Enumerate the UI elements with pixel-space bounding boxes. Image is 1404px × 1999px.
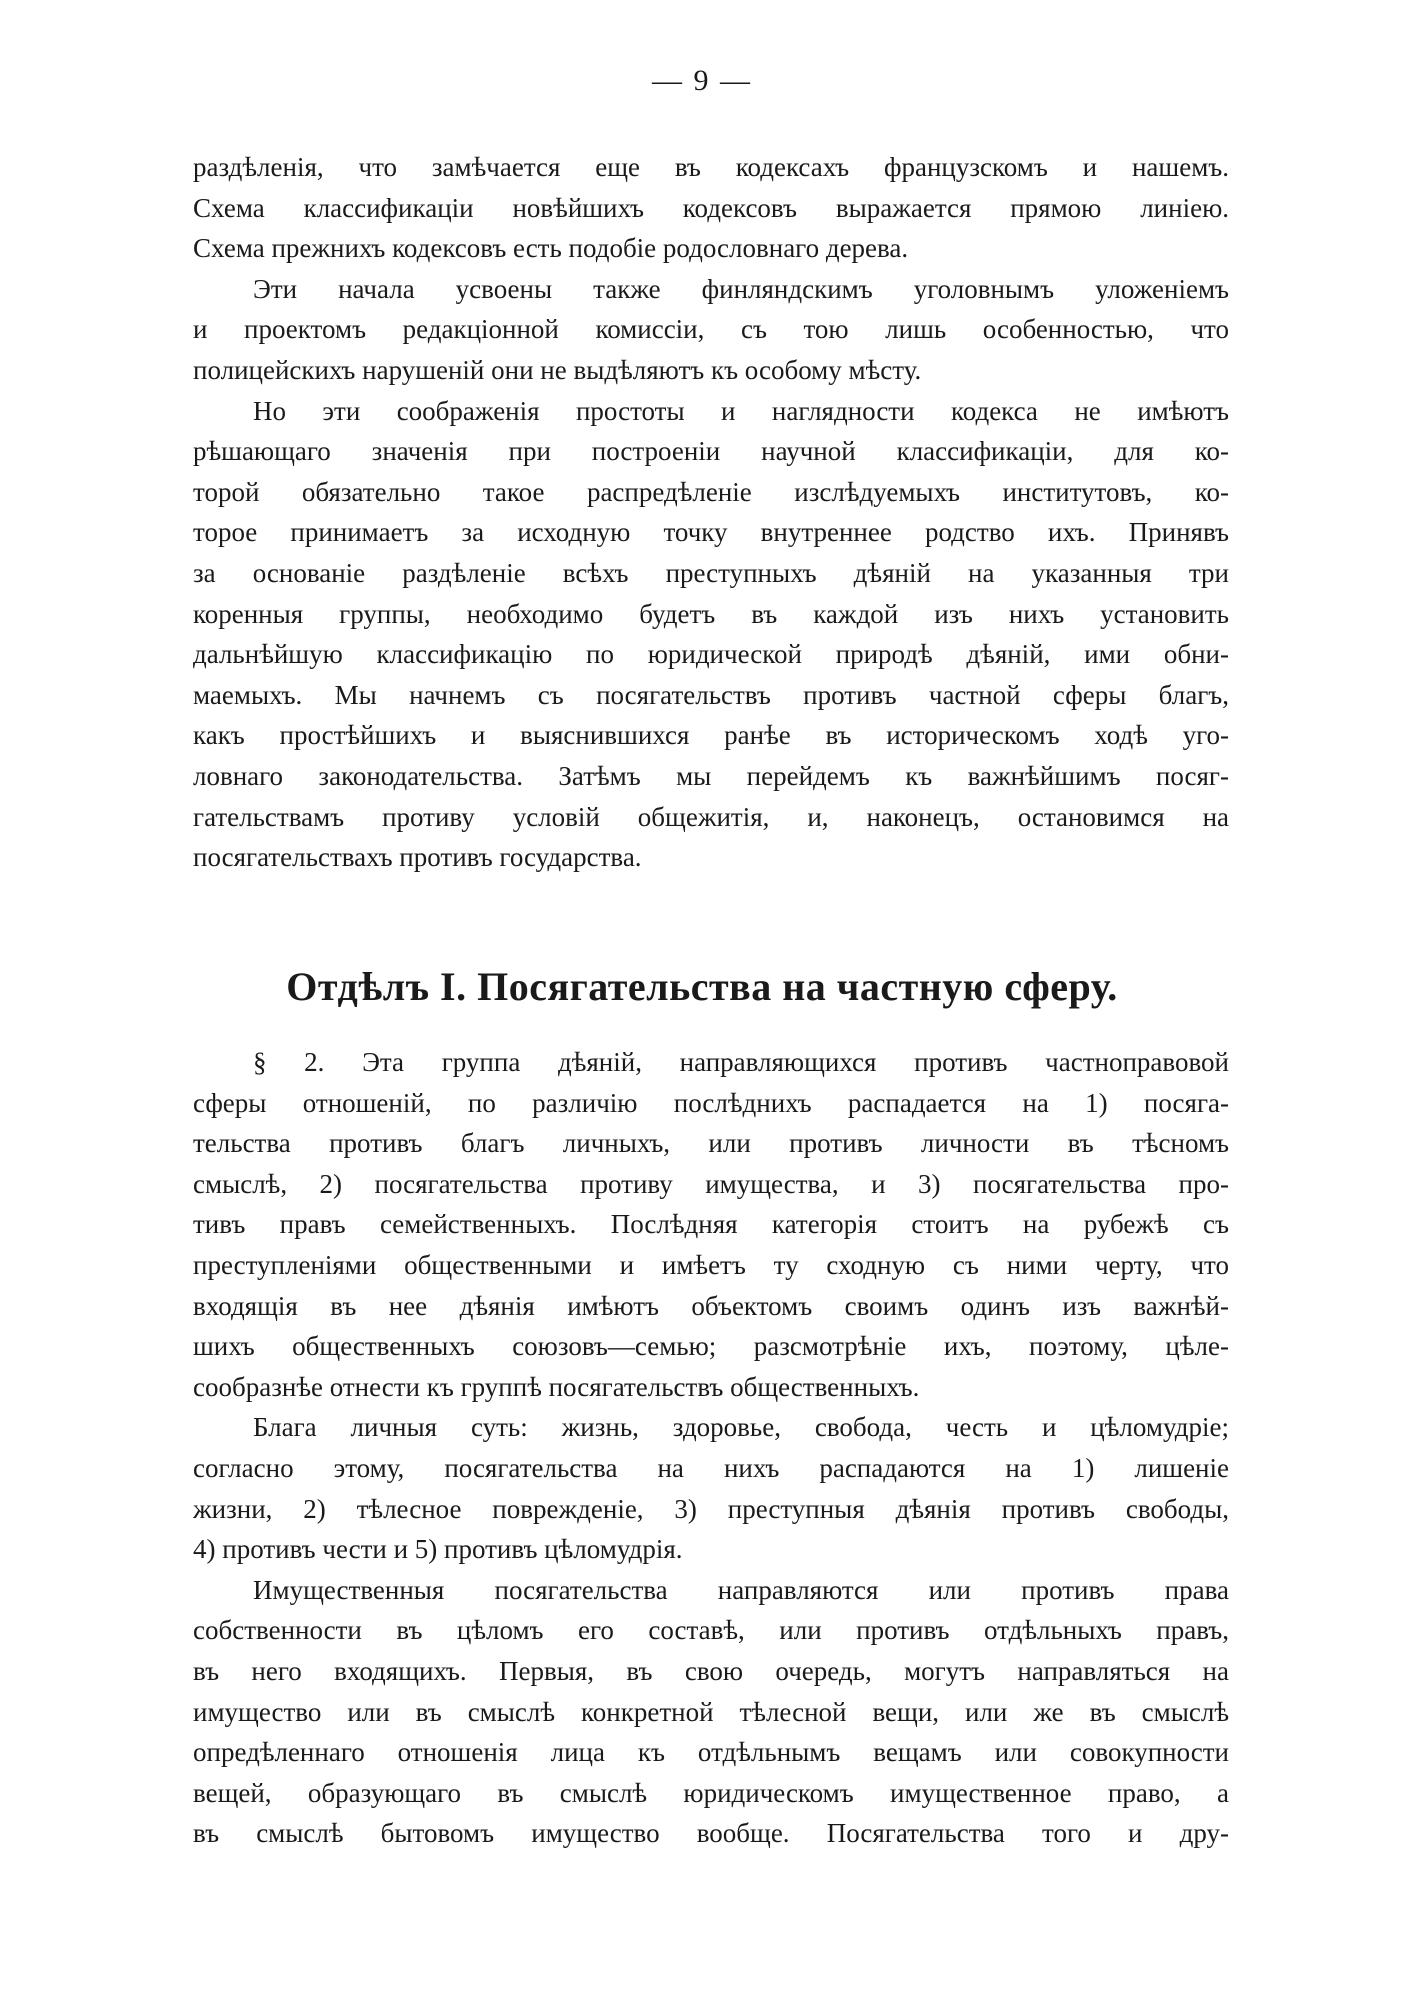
text-line: дальнѣйшую классификацію по юридической природѣ дѣяній, ими обни- xyxy=(193,639,1229,670)
text-line: за основаніе раздѣленіе всѣхъ преступныхъ дѣяній на указанныя три xyxy=(193,557,1229,588)
text-line: посягательствахъ противъ государства. xyxy=(193,842,642,873)
text-line: торой обязательно такое распредѣленіе изслѣдуемыхъ институтовъ, ко- xyxy=(193,476,1229,507)
text-line: полицейскихъ нарушеній они не выдѣляютъ къ особому мѣсту. xyxy=(193,354,922,385)
text-line: торое принимаетъ за исходную точку внутреннее родство ихъ. Принявъ xyxy=(193,517,1229,548)
text-line: входящія въ нее дѣянія имѣютъ объектомъ своимъ одинъ изъ важнѣй- xyxy=(193,1290,1229,1321)
text-line: сферы отношеній, по различію послѣднихъ распадается на 1) посяга- xyxy=(193,1087,1229,1118)
text-line: собственности въ цѣломъ его составѣ, или противъ отдѣльныхъ правъ, xyxy=(193,1615,1229,1646)
text-line: Схема прежнихъ кодексовъ есть подобіе родословнаго дерева. xyxy=(193,233,909,264)
page-number: — 9 — xyxy=(652,64,752,97)
text-line: шихъ общественныхъ союзовъ—семью; разсмотрѣніе ихъ, поэтому, цѣле- xyxy=(193,1331,1229,1362)
text-line: въ смыслѣ бытовомъ имущество вообще. Посягательства того и дру- xyxy=(193,1818,1229,1849)
text-line: опредѣленнаго отношенія лица къ отдѣльнымъ вещамъ или совокупности xyxy=(193,1737,1229,1768)
text-line: гательствамъ противу условій общежитія, и, наконецъ, остановимся на xyxy=(193,801,1229,832)
text-line: тивъ правъ семейственныхъ. Послѣдняя категорія стоитъ на рубежѣ съ xyxy=(193,1209,1229,1240)
text-line: раздѣленія, что замѣчается еще въ кодексахъ французскомъ и нашемъ. xyxy=(193,152,1229,182)
section-title: Отдѣлъ I. Посягательства на частную сферу. xyxy=(286,964,1118,1009)
text-line: тельства противъ благъ личныхъ, или противъ личности въ тѣсномъ xyxy=(193,1128,1229,1159)
text-line: сообразнѣе отнести къ группѣ посягательствъ общественныхъ. xyxy=(193,1371,920,1402)
text-line: смыслѣ, 2) посягательства противу имущества, и 3) посягательства про- xyxy=(193,1168,1229,1199)
text-line: ловнаго законодательства. Затѣмъ мы перейдемъ къ важнѣйшимъ посяг- xyxy=(193,760,1229,791)
text-line: согласно этому, посягательства на нихъ распадаются на 1) лишеніе xyxy=(193,1452,1229,1483)
text-line: Имущественныя посягательства направляются или противъ права xyxy=(253,1574,1229,1605)
text-line: § 2. Эта группа дѣяній, направляющихся противъ частноправовой xyxy=(253,1047,1229,1077)
text-line: Но эти соображенія простоты и наглядности кодекса не имѣютъ xyxy=(253,395,1229,426)
text-line: и проектомъ редакціонной комиссіи, съ тою лишь особенностью, что xyxy=(193,314,1229,345)
text-line: 4) противъ чести и 5) противъ цѣломудрія. xyxy=(193,1534,683,1565)
text-line: преступленіями общественными и имѣетъ ту сходную съ ними черту, что xyxy=(193,1249,1229,1280)
text-line: вещей, образующаго въ смыслѣ юридическомъ имущественное право, а xyxy=(193,1777,1229,1808)
text-line: маемыхъ. Мы начнемъ съ посягательствъ противъ частной сферы благъ, xyxy=(193,679,1229,710)
text-line: какъ простѣйшихъ и выяснившихся ранѣе въ историческомъ ходѣ уго- xyxy=(193,720,1229,751)
section-text xyxy=(193,1042,1229,1854)
text-line: Эти начала усвоены также финляндскимъ уголовнымъ уложеніемъ xyxy=(253,273,1229,304)
text-line: въ него входящихъ. Первыя, въ свою очередь, могутъ направляться на xyxy=(193,1655,1229,1686)
text-line: коренныя группы, необходимо будетъ въ каждой изъ нихъ установить xyxy=(193,598,1229,629)
text-line: рѣшающаго значенія при построеніи научной классификаціи, для ко- xyxy=(193,436,1229,467)
text-line: имущество или въ смыслѣ конкретной тѣлесной вещи, или же въ смыслѣ xyxy=(193,1696,1229,1727)
intro-text xyxy=(193,147,1229,878)
text-line: Блага личныя суть: жизнь, здоровье, свобода, честь и цѣломудріе; xyxy=(253,1412,1229,1443)
text-line: Схема классификаціи новѣйшихъ кодексовъ выражается прямою линіею. xyxy=(193,192,1229,223)
text-line: жизни, 2) тѣлесное поврежденіе, 3) преступныя дѣянія противъ свободы, xyxy=(193,1493,1229,1524)
